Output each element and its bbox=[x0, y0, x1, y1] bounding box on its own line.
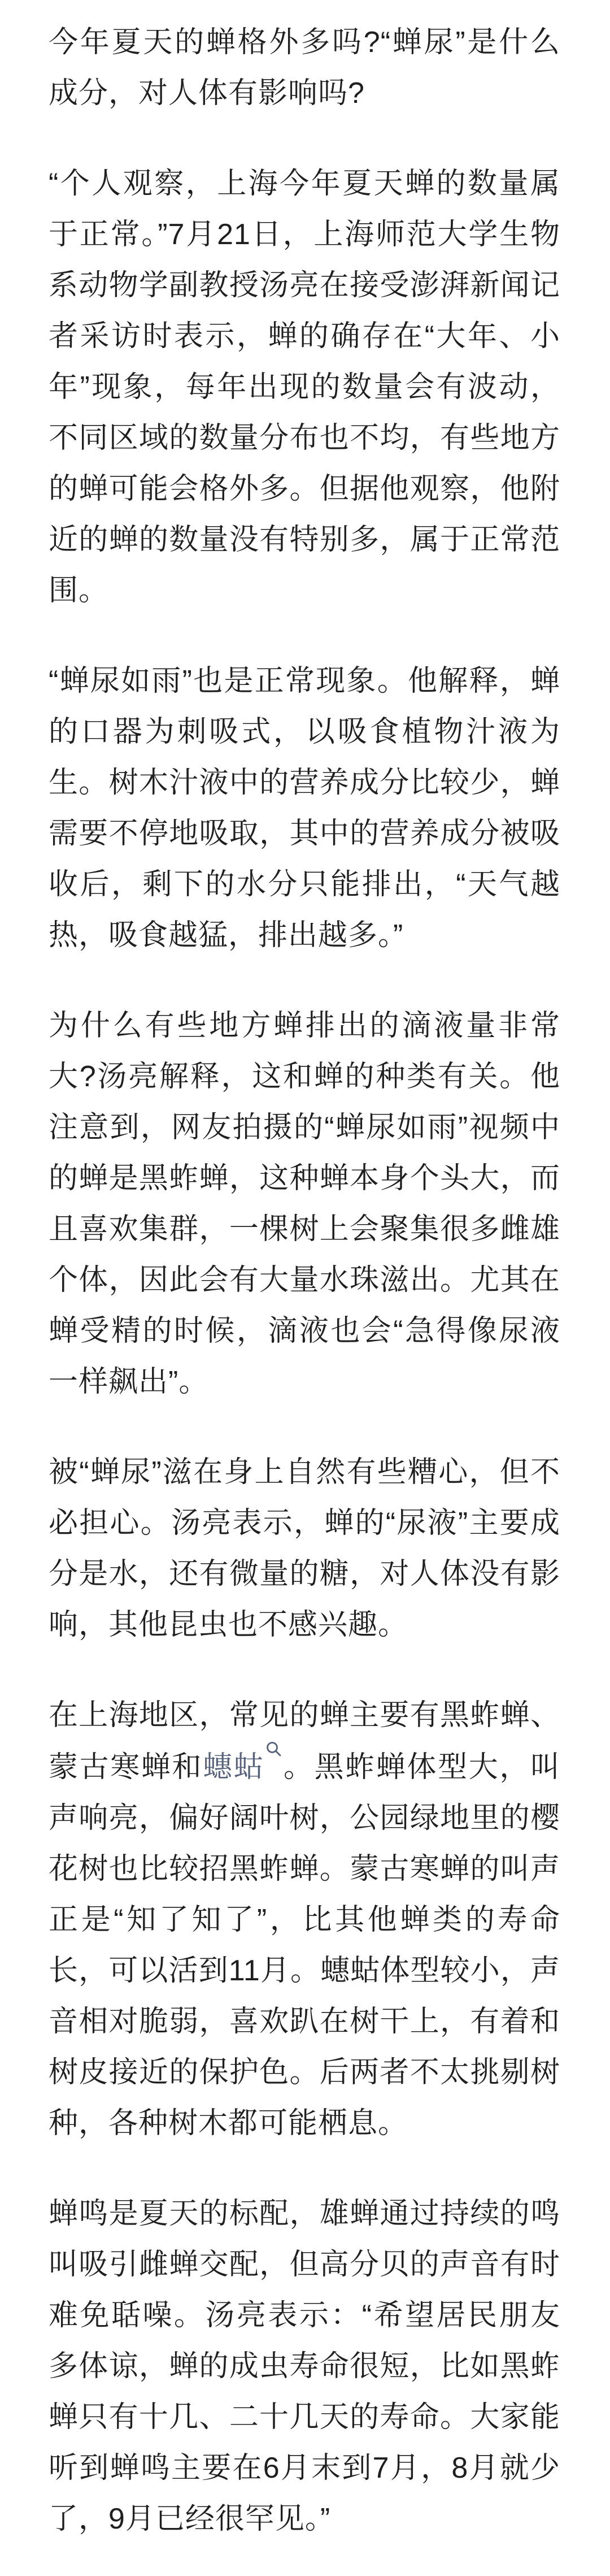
text-run: “蝉尿如雨”也是正常现象。他解释，蝉的口器为刺吸式，以吸食植物汁液为生。树木汁液中的营养成分比较少，蝉需要不停地吸取，其中的营养成分被吸收后，剩下的水分只能排出，“天气越热，吸食越猛，排出越多。” bbox=[49, 665, 560, 952]
article-paragraph bbox=[49, 158, 560, 616]
article-paragraph bbox=[49, 1690, 560, 2149]
article-paragraphs bbox=[49, 17, 560, 2544]
article-paragraph bbox=[49, 2188, 560, 2544]
search-icon[interactable] bbox=[265, 1741, 282, 1758]
article-paragraph bbox=[49, 656, 560, 961]
text-run: 蝉鸣是夏天的标配，雄蝉通过持续的鸣叫吸引雌蝉交配，但高分贝的声音有时难免聒噪。汤亮表示：“希望居民朋友多体谅，蝉的成虫寿命很短，比如黑蚱蝉只有十几、二十几天的寿命。大家能听到蝉鸣主要在6月末到7月，8月就少了，9月已经很罕见。” bbox=[49, 2197, 560, 2535]
text-run: “个人观察，上海今年夏天蝉的数量属于正常。”7月21日，上海师范大学生物系动物学副教授汤亮在接受澎湃新闻记者采访时表示，蝉的确存在“大年、小年”现象，每年出现的数量会有波动，不同区域的数量分布也不均，有些地方的蝉可能会格外多。但据他观察，他附近的蝉的数量没有特别多，属于正常范围。 bbox=[49, 167, 560, 607]
article-paragraph bbox=[49, 1000, 560, 1407]
article-paragraph bbox=[49, 1447, 560, 1650]
text-run: 被“蝉尿”滋在身上自然有些糟心，但不必担心。汤亮表示，蝉的“尿液”主要成分是水，还有微量的糖，对人体没有影响，其他昆虫也不感兴趣。 bbox=[49, 1456, 560, 1641]
text-run: 。黑蚱蝉体型大，叫声响亮，偏好阔叶树，公园绿地里的樱花树也比较招黑蚱蝉。蒙古寒蝉的叫声正是“知了知了”，比其他蝉类的寿命长，可以活到11月。蟪蛄体型较小，声音相对脆弱，喜欢趴在树干上，有着和树皮接近的保护色。后两者不太挑剔树种，各种树木都可能栖息。 bbox=[49, 1751, 560, 2140]
text-run: 在上海地区，常见的蝉主要有黑蚱蝉、蒙古寒蝉和 bbox=[49, 1699, 560, 1784]
text-run: 今年夏天的蝉格外多吗?“蝉尿”是什么成分，对人体有影响吗? bbox=[49, 26, 560, 110]
article-title-paragraph bbox=[49, 17, 560, 119]
entity-search-link[interactable]: 蟪蛄 bbox=[203, 1751, 282, 1784]
text-run: 为什么有些地方蝉排出的滴液量非常大?汤亮解释，这和蝉的种类有关。他注意到，网友拍摄的“蝉尿如雨”视频中的蝉是黑蚱蝉，这种蝉本身个头大，而且喜欢集群，一棵树上会聚集很多雌雄个体，因此会有大量水珠滋出。尤其在蝉受精的时候，滴液也会“急得像尿液一样飙出”。 bbox=[49, 1009, 560, 1398]
